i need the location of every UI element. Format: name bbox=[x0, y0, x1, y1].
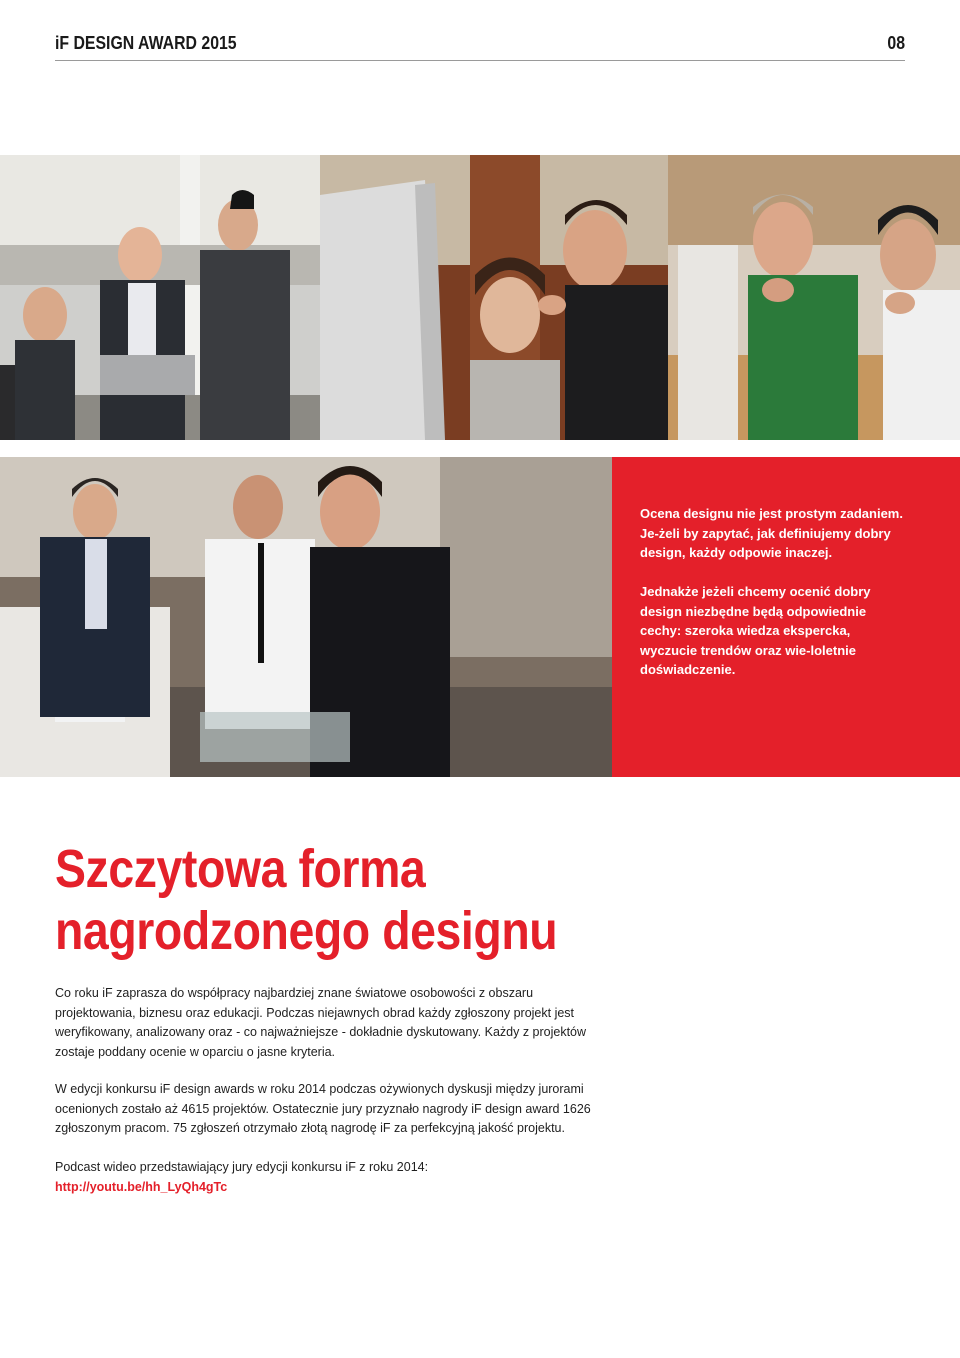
red-info-box bbox=[612, 457, 960, 777]
body-paragraph-2: W edycji konkursu iF design awards w roku 2014 podczas ożywionych dyskusji między jurorami ocenionych zostało aż 4615 projektów. Ostatecznie jury przyznało nagrody iF design award 1626 zgłoszonym pracom. 75 zgłoszeń otrzymało złotą nagrodę iF za perfekcyjną jakość projektu. bbox=[55, 1082, 591, 1135]
podcast-section bbox=[55, 1158, 615, 1197]
red-box-paragraph-2: Jednakże jeżeli chcemy ocenić dobry design niezbędne będą odpowiednie cechy: szeroka wiedza ekspercka, wyczucie trendów oraz wie-loletnie doświadczenie. bbox=[640, 584, 871, 677]
photo-jury-monitor bbox=[320, 155, 668, 440]
red-box-paragraph-1: Ocena designu nie jest prostym zadaniem. Je-żeli by zapytać, jak definiujemy dobry design, każdy odpowie inaczej. bbox=[640, 506, 903, 560]
photo-jury-laptop bbox=[0, 155, 320, 440]
article-headline: Szczytowa forma nagrodzonego designu bbox=[55, 839, 558, 961]
page-number: 08 bbox=[887, 33, 905, 53]
body-paragraph-1: Co roku iF zaprasza do współpracy najbardziej znane światowe osobowości z obszaru projektowania, biznesu oraz edukacji. Podczas niejawnych obrad każdy zgłoszony projekt jest weryfikowany, analizowany oraz - co najważniejsze - dokładnie dyskutowany. Każdy z projektów zostaje poddany ocenie w oparciu o jasne kryteria. bbox=[55, 986, 587, 1059]
document-title: iF DESIGN AWARD 2015 bbox=[55, 33, 237, 53]
page-header bbox=[55, 33, 905, 61]
podcast-label: Podcast wideo przedstawiający jury edycji konkursu iF z roku 2014: bbox=[55, 1160, 429, 1174]
photo-jury-glass-product bbox=[0, 457, 612, 777]
photo-jury-thinking bbox=[668, 155, 960, 440]
podcast-link[interactable]: http://youtu.be/hh_LyQh4gTc bbox=[55, 1179, 228, 1194]
